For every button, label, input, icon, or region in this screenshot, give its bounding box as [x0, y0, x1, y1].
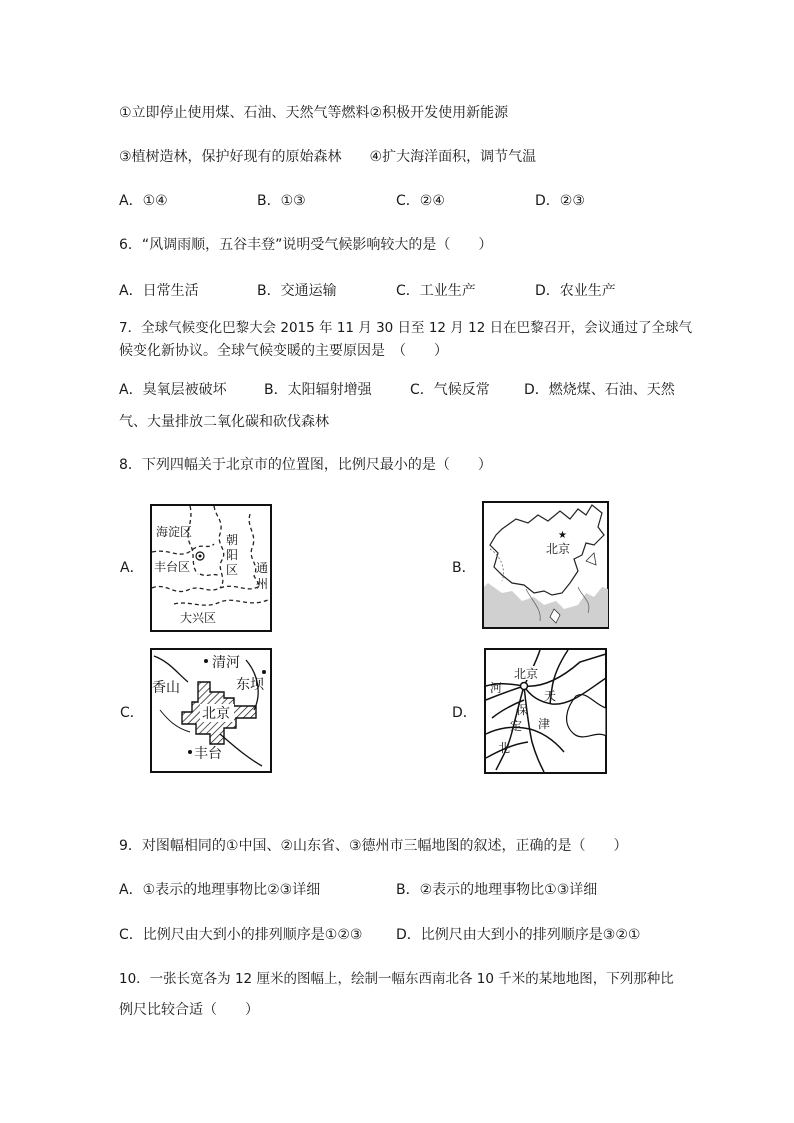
- q6-option-b: B．交通运输: [257, 283, 337, 299]
- map-c-qinghe: 清河: [212, 655, 240, 671]
- q7-option-d-continued: 气、大量排放二氧化碳和砍伐森林: [119, 414, 329, 430]
- q9-option-a: A．①表示的地理事物比②③详细: [119, 882, 321, 898]
- q8-map-a: [150, 504, 272, 632]
- q8-map-d: [484, 648, 607, 774]
- q7-option-c: C．气候反常: [410, 382, 490, 398]
- q8-option-c-label: C．: [120, 705, 144, 721]
- q10-stem-line1: 10．一张长宽各为 12 厘米的图幅上，绘制一幅东西南北各 10 千米的某地地图，下列那种比: [119, 971, 674, 987]
- map-d-he: 河: [490, 681, 503, 695]
- map-a-tongzhou-2: 州: [256, 577, 269, 591]
- map-a-chaoyang-1: 朝: [226, 533, 239, 547]
- q7-option-b: B．太阳辐射增强: [264, 382, 372, 398]
- map-c-beijing: 北京: [202, 706, 230, 722]
- map-b-beijing: 北京: [546, 542, 571, 556]
- q8-stem: 8．下列四幅关于北京市的位置图，比例尺最小的是（ ）: [119, 457, 492, 473]
- map-a-chaoyang-3: 区: [226, 563, 239, 577]
- q7-stem-line2: 候变化新协议。全球气候变暖的主要原因是 （ ）: [119, 343, 448, 359]
- map-d-jin: 津: [538, 717, 551, 731]
- map-a-chaoyang-2: 阳: [226, 548, 239, 562]
- q5-measures-line2: ③植树造林，保护好现有的原始森林 ④扩大海洋面积，调节气温: [119, 149, 537, 165]
- map-c-fengtai: 丰台: [194, 746, 222, 762]
- map-a-daxing: 大兴区: [180, 611, 217, 625]
- map-a-tongzhou-1: 通: [256, 561, 269, 575]
- map-d-ding: 定: [510, 719, 523, 733]
- map-a-fengtai: 丰台区: [154, 560, 191, 574]
- q9-option-b: B．②表示的地理事物比①③详细: [396, 882, 598, 898]
- q6-option-c: C．工业生产: [396, 283, 476, 299]
- q6-option-d: D．农业生产: [535, 283, 616, 299]
- map-c-dongba: 东坝: [236, 677, 264, 693]
- q6-stem: 6．“风调雨顺，五谷丰登”说明受气候影响较大的是（ ）: [119, 237, 493, 253]
- q6-option-a: A．日常生活: [119, 283, 199, 299]
- q8-option-b-label: B．: [452, 560, 476, 576]
- q5-option-b: B．①③: [257, 193, 306, 209]
- map-a-haidian: 海淀区: [156, 525, 193, 539]
- q7-option-d: D．燃烧煤、石油、天然: [524, 382, 675, 398]
- map-d-beijing: 北京: [514, 667, 539, 681]
- map-c-xiangshan: 香山: [152, 680, 180, 696]
- q9-stem: 9．对图幅相同的①中国、②山东省、③德州市三幅地图的叙述，正确的是（ ）: [119, 838, 628, 854]
- map-d-bei: 北: [498, 741, 511, 755]
- q8-map-b: [482, 501, 609, 629]
- q9-option-d: D．比例尺由大到小的排列顺序是③②①: [396, 927, 641, 943]
- q10-stem-line2: 例尺比较合适（ ）: [119, 1002, 259, 1018]
- q8-option-d-label: D．: [452, 705, 477, 721]
- q7-option-a: A．臭氧层被破坏: [119, 382, 227, 398]
- map-d-tian: 天: [544, 689, 557, 703]
- q9-option-c: C．比例尺由大到小的排列顺序是①②③: [119, 927, 363, 943]
- q8-map-c: [150, 648, 272, 773]
- q5-option-a: A．①④: [119, 193, 168, 209]
- q5-option-c: C．②④: [396, 193, 445, 209]
- q5-option-d: D．②③: [535, 193, 585, 209]
- map-d-bao: 保: [516, 703, 529, 717]
- q5-measures-line1: ①立即停止使用煤、石油、天然气等燃料②积极开发使用新能源: [119, 105, 509, 121]
- svg-text:★: ★: [558, 530, 567, 541]
- q7-stem-line1: 7．全球气候变化巴黎大会 2015 年 11 月 30 日至 12 月 12 日在巴黎召开，会议通过了全球气: [119, 320, 693, 336]
- q8-option-a-label: A．: [120, 560, 144, 576]
